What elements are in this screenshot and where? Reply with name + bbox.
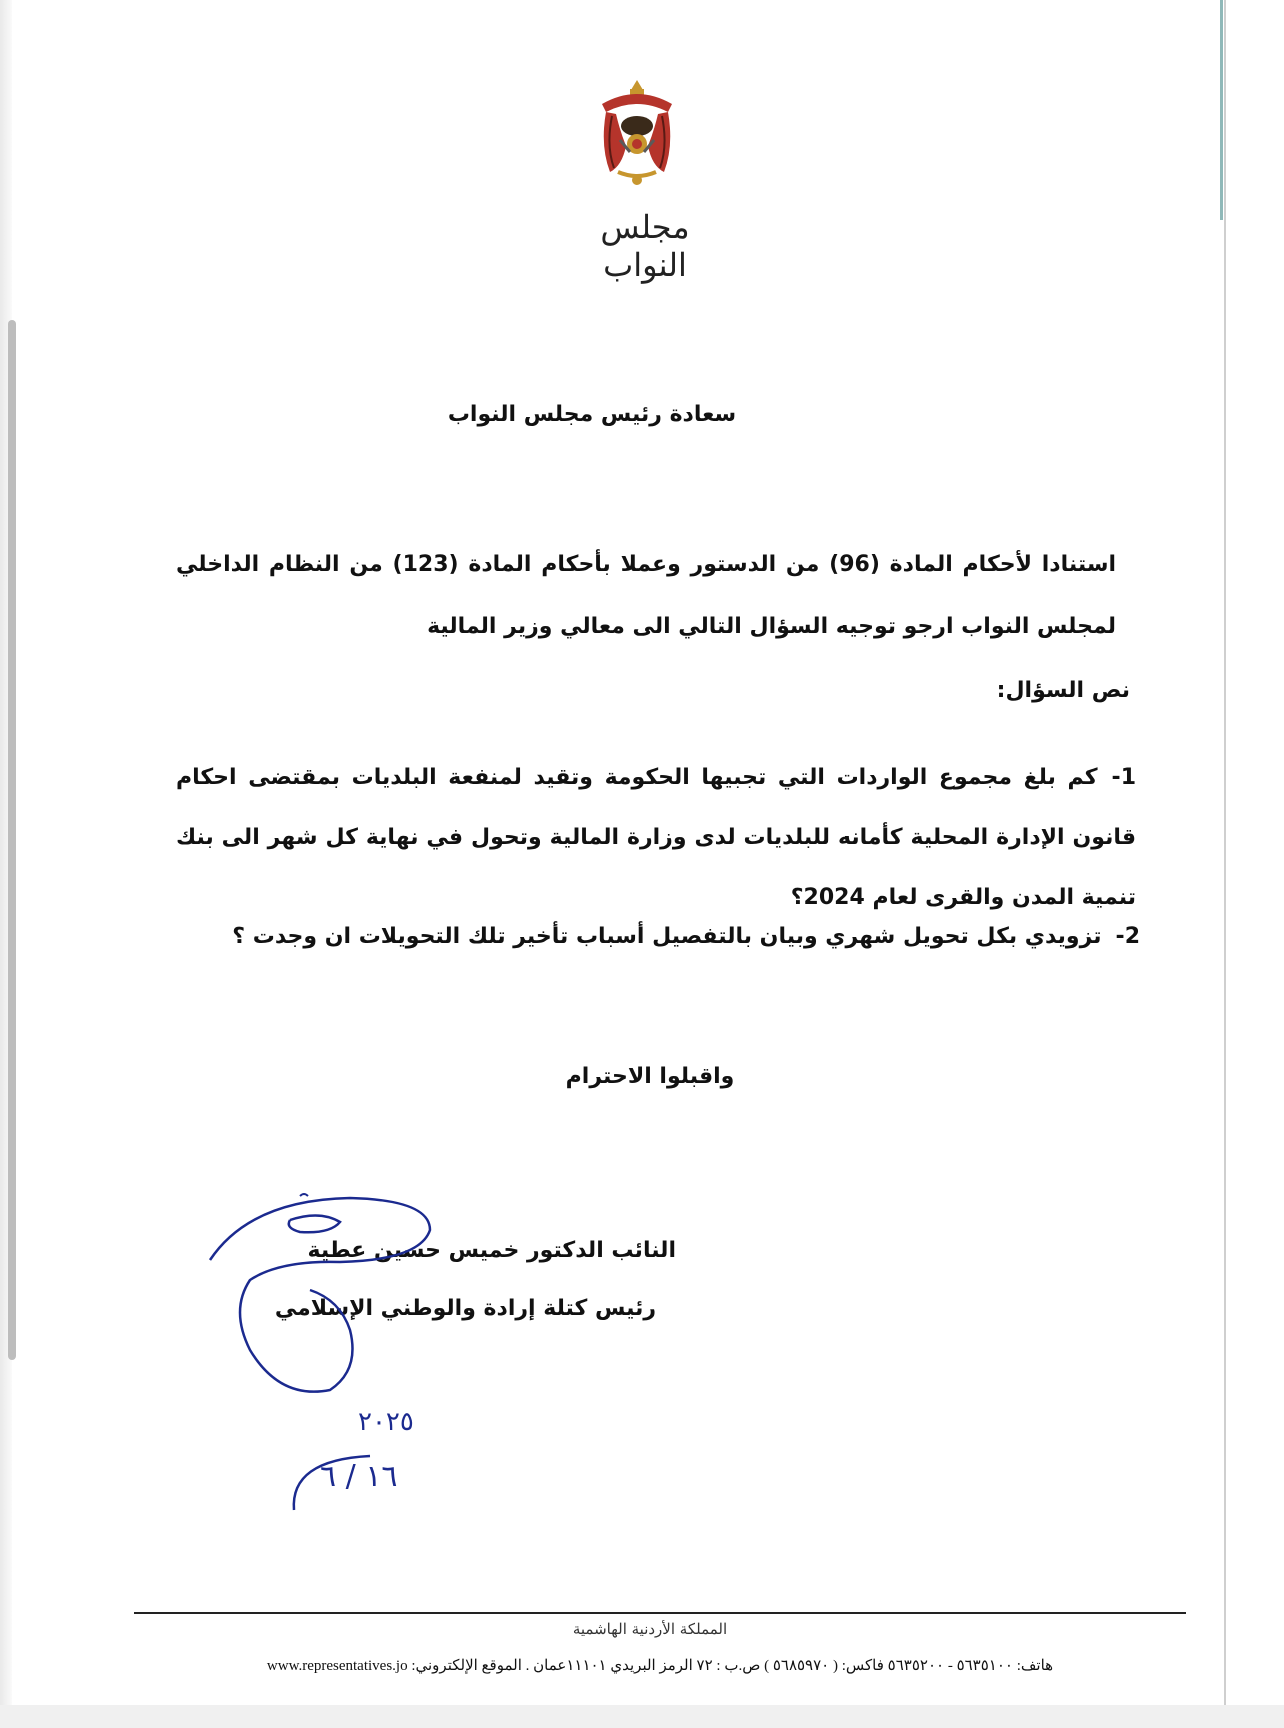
handwritten-day-month: ١٦ / ٦ [320,1459,398,1494]
handwritten-signature [190,1190,490,1410]
page-edge-accent [1220,0,1223,220]
handwritten-year: ٢٠٢٥ [358,1407,414,1437]
question-text: كم بلغ مجموع الواردات التي تجبيها الحكومة وتقيد لمنفعة البلديات بمقتضى احكام قانون الإدارة المحلية كأمانه للبلديات لدى وزارة المالية وتحول في نهاية كل شهر الى بنك تنمية المدن والقرى لعام 2024؟ [176,765,1136,910]
closing-line: واقبلوا الاحترام [565,1064,735,1089]
institution-logotype: مجلس النواب [600,208,690,284]
question-item [200,924,1140,949]
scrollbar-thumb[interactable] [8,320,16,1360]
question-heading: نص السؤال: [996,678,1130,703]
next-page-edge [0,1705,1284,1728]
signatory-name: النائب الدكتور خميس حسين عطية [307,1238,676,1263]
handwritten-date [280,1400,520,1520]
salutation: سعادة رئيس مجلس النواب [447,402,737,427]
page-right-edge [1224,0,1226,1728]
signatory-title: رئيس كتلة إرادة والوطني الإسلامي [274,1296,656,1321]
coat-of-arms-icon [592,76,682,188]
question-item [176,748,1136,928]
question-number: 2- [1115,924,1140,949]
intro-paragraph: استنادا لأحكام المادة (96) من الدستور وعملا بأحكام المادة (123) من النظام الداخلي لمجلس النواب ارجو توجيه السؤال التالي الى معالي وزير المالية [176,552,1116,639]
question-text: تزويدي بكل تحويل شهري وبيان بالتفصيل أسباب تأخير تلك التحويلات ان وجدت ؟ [232,924,1102,949]
footer-kingdom-name: المملكة الأردنية الهاشمية [572,1620,728,1638]
footer-divider [134,1612,1186,1614]
question-number: 1- [1111,765,1136,790]
footer-contact-info: هاتف: ٥٦٣٥١٠٠ - ٥٦٣٥٢٠٠ فاكس: ( ٥٦٨٥٩٧٠ ) ص.ب : ٧٢ الرمز البريدي ١١١٠١عمان . الموقع الإلكتروني: www.representatives.jo [266,1658,1054,1674]
